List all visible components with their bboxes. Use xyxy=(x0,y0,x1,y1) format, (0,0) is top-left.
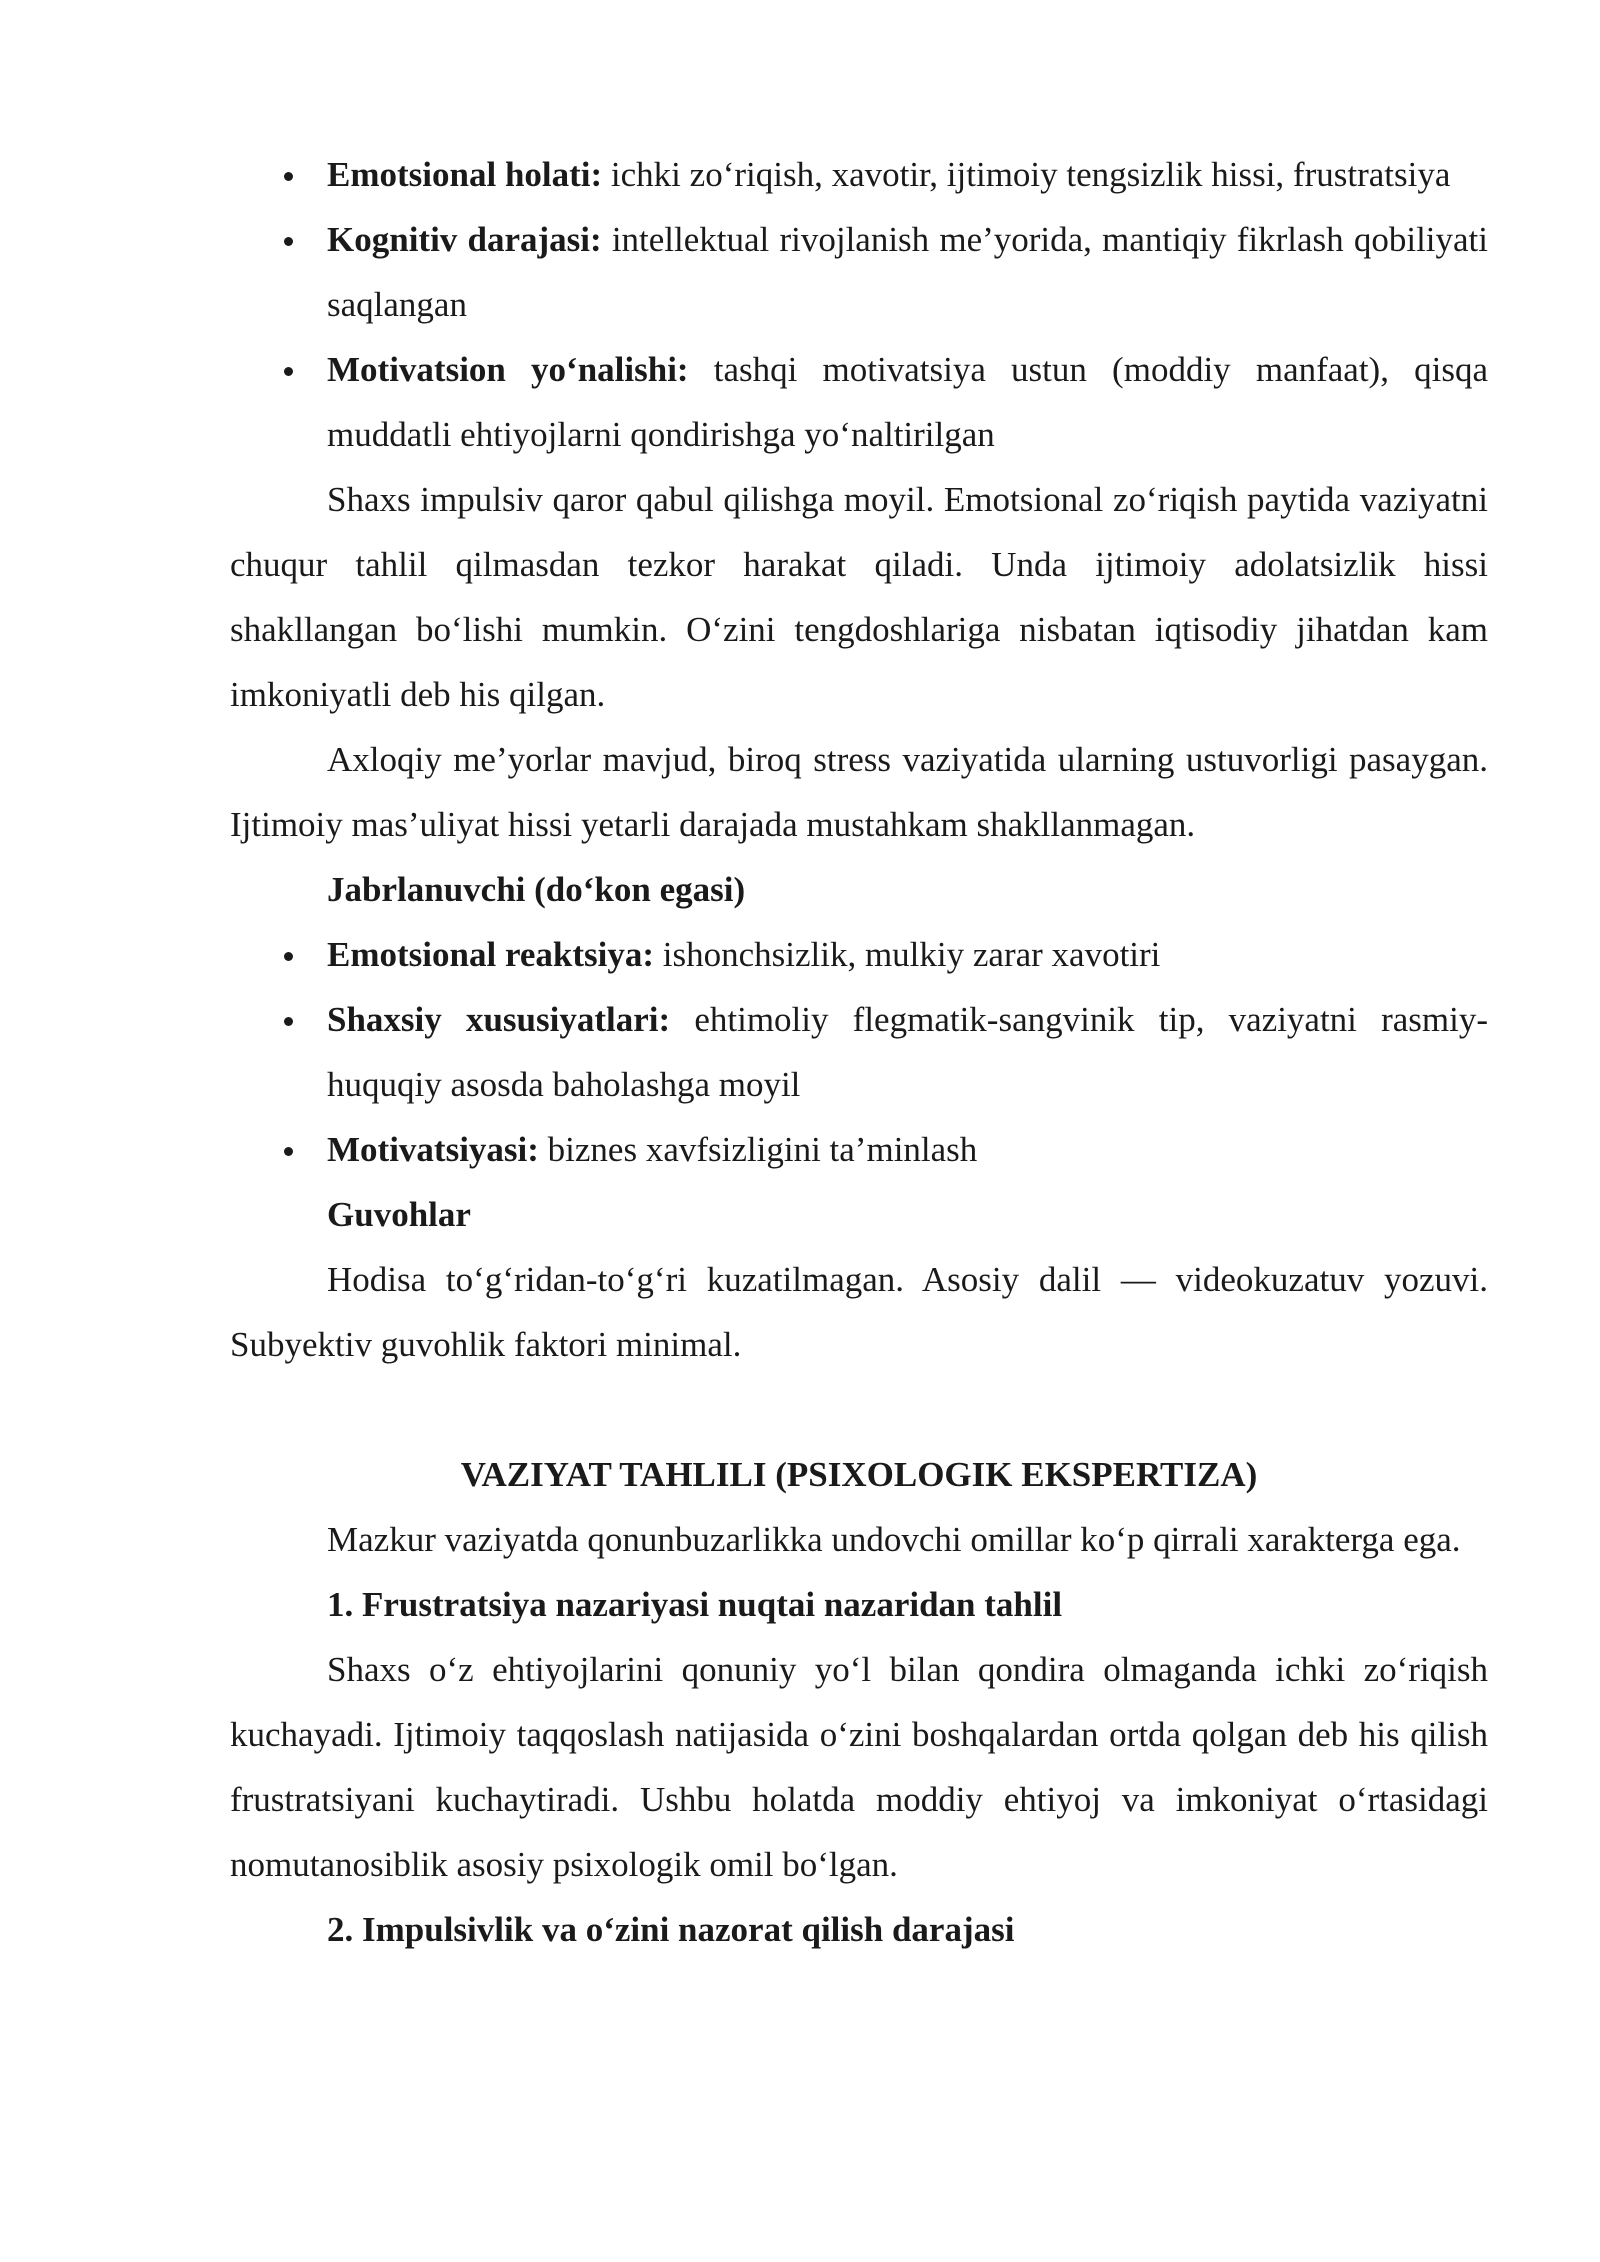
list-item-term: Emotsional holati: xyxy=(327,155,603,194)
list-item-text: intellektual rivojlanish me’yorida, mantiqiy fikrlash qobiliyati saqlangan xyxy=(327,220,1488,324)
document-page xyxy=(230,142,1488,1962)
offender-traits-list xyxy=(230,142,1488,467)
list-item xyxy=(230,922,1488,987)
paragraph: Hodisa to‘g‘ridan-to‘g‘ri kuzatilmagan. Asosiy dalil — videokuzatuv yozuvi. Subyektiv guvohlik faktori minimal. xyxy=(230,1260,1488,1364)
section-title: VAZIYAT TAHLILI (PSIXOLOGIK EKSPERTIZA) xyxy=(460,1455,1258,1494)
list-item-term: Shaxsiy xususiyatlari: xyxy=(327,1000,671,1039)
list-item xyxy=(230,142,1488,207)
paragraph: Axloqiy me’yorlar mavjud, biroq stress vaziyatida ularning ustuvorligi pasaygan. Ijtimoiy mas’uliyat hissi yetarli darajada mustahkam shakllanmagan. xyxy=(230,740,1488,844)
paragraph: Shaxs impulsiv qaror qabul qilishga moyil. Emotsional zo‘riqish paytida vaziyatni chuqur tahlil qilmasdan tezkor harakat qiladi. Unda ijtimoiy adolatsizlik hissi shakllangan bo‘lishi mumkin. O‘zini tengdoshlariga nisbatan iqtisodiy jihatdan kam imkoniyatli deb his qilgan. xyxy=(230,480,1488,714)
list-item-term: Motivatsiyasi: xyxy=(327,1130,539,1169)
list-item xyxy=(230,987,1488,1117)
list-item xyxy=(230,207,1488,337)
list-item-text: tashqi motivatsiya ustun (moddiy manfaat), qisqa muddatli ehtiyojlarni qondirishga yo‘naltirilgan xyxy=(327,350,1489,454)
list-item-term: Emotsional reaktsiya: xyxy=(327,935,654,974)
list-item-text: ichki zo‘riqish, xavotir, ijtimoiy tengsizlik hissi, frustratsiya xyxy=(610,155,1451,194)
list-item-term: Motivatsion yo‘nalishi: xyxy=(327,350,689,389)
list-item xyxy=(230,337,1488,467)
subsection-heading-2: 2. Impulsivlik va o‘zini nazorat qilish darajasi xyxy=(327,1910,1015,1949)
spacer xyxy=(230,1377,1488,1442)
section-heading-witnesses: Guvohlar xyxy=(327,1195,471,1234)
list-item-term: Kognitiv darajasi: xyxy=(327,220,602,259)
paragraph: Shaxs o‘z ehtiyojlarini qonuniy yo‘l bilan qondira olmaganda ichki zo‘riqish kuchayadi. Ijtimoiy taqqoslash natijasida o‘zini boshqalardan ortda qolgan deb his qilish frustratsiyani kuchaytiradi. Ushbu holatda moddiy ehtiyoj va imkoniyat o‘rtasidagi nomutanosiblik asosiy psixologik omil bo‘lgan. xyxy=(230,1650,1488,1884)
paragraph: Mazkur vaziyatda qonunbuzarlikka undovchi omillar ko‘p qirrali xarakterga ega. xyxy=(327,1520,1461,1559)
list-item-text: ishonchsizlik, mulkiy zarar xavotiri xyxy=(662,935,1161,974)
list-item-text: ehtimoliy flegmatik-sangvinik tip, vaziyatni rasmiy-huquqiy asosda baholashga moyil xyxy=(327,1000,1488,1104)
section-heading-victim: Jabrlanuvchi (do‘kon egasi) xyxy=(327,870,746,909)
list-item xyxy=(230,1117,1488,1182)
victim-traits-list xyxy=(230,922,1488,1182)
list-item-text: biznes xavfsizligini ta’minlash xyxy=(547,1130,978,1169)
subsection-heading-1: 1. Frustratsiya nazariyasi nuqtai nazaridan tahlil xyxy=(327,1585,1063,1624)
